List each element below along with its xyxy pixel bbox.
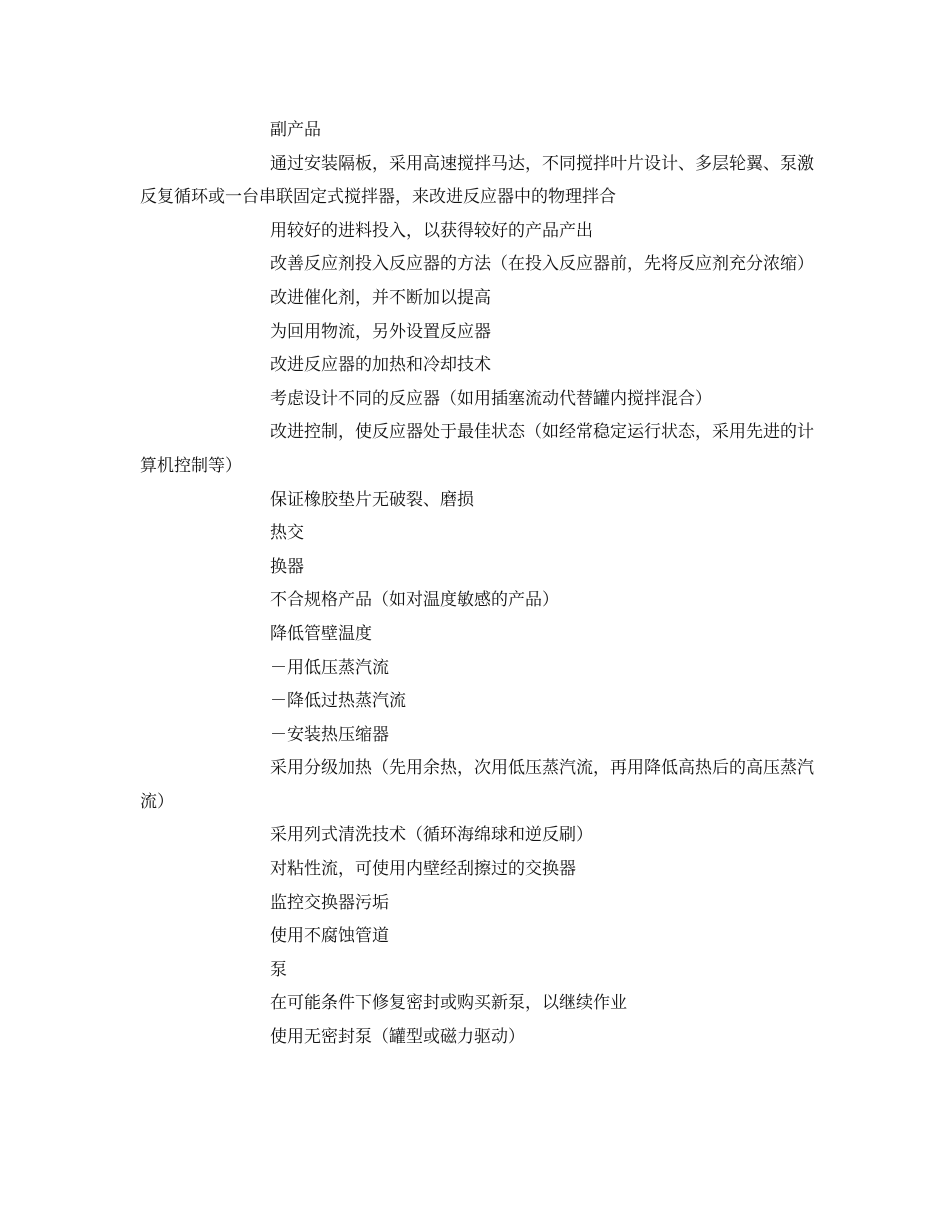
paragraph: 改进控制，使反应器处于最佳状态（如经常稳定运行状态，采用先进的计算机控制等） [140, 422, 814, 476]
paragraph: 使用无密封泵（罐型或磁力驱动） [270, 1027, 525, 1048]
paragraph: 泵 [270, 959, 287, 980]
paragraph: 保证橡胶垫片无破裂、磨损 [270, 489, 474, 510]
paragraph: 为回用物流，另外设置反应器 [270, 321, 491, 342]
paragraph: 改善反应剂投入反应器的方法（在投入反应器前，先将反应剂充分浓缩） [270, 254, 814, 275]
paragraph: －安装热压缩器 [270, 724, 389, 745]
paragraph: 热交 [270, 523, 304, 544]
paragraph: 在可能条件下修复密封或购买新泵，以继续作业 [270, 993, 627, 1014]
paragraph: －降低过热蒸汽流 [270, 691, 406, 712]
paragraph: 副产品 [270, 120, 321, 140]
paragraph: 采用列式清洗技术（循环海绵球和逆反刷） [270, 825, 593, 846]
paragraph: 通过安装隔板，采用高速搅拌马达，不同搅拌叶片设计、多层轮翼、泵激反复循环或一台串联固定式搅拌器，来改进反应器中的物理拌合 [140, 153, 814, 208]
paragraph: 改进反应器的加热和冷却技术 [270, 355, 491, 376]
paragraph: 考虑设计不同的反应器（如用插塞流动代替罐内搅拌混合） [270, 388, 712, 409]
paragraph: 监控交换器污垢 [270, 892, 389, 913]
paragraph: 改进催化剂，并不断加以提高 [270, 287, 491, 308]
paragraph: 用较好的进料投入，以获得较好的产品产出 [270, 220, 593, 241]
paragraph: 使用不腐蚀管道 [270, 926, 389, 947]
paragraph: 换器 [270, 556, 304, 577]
paragraph: 采用分级加热（先用余热，次用低压蒸汽流，再用降低高热后的高压蒸汽流） [140, 758, 814, 812]
paragraph: 对粘性流，可使用内壁经刮擦过的交换器 [270, 859, 576, 880]
document-body [140, 114, 830, 1055]
paragraph: 不合规格产品（如对温度敏感的产品） [270, 590, 559, 611]
paragraph: －用低压蒸汽流 [270, 657, 389, 678]
paragraph: 降低管壁温度 [270, 623, 372, 644]
